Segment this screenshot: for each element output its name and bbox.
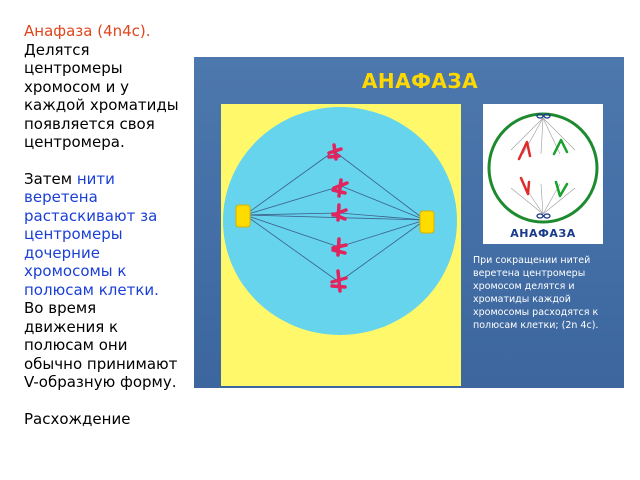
paragraph-2 (24, 170, 180, 392)
small-anaphase-figure (483, 104, 603, 244)
anaphase-heading: Анафаза (4n4c). (24, 22, 151, 40)
main-anaphase-figure (221, 104, 461, 386)
left-pole (236, 205, 250, 227)
small-figure-title: АНАФАЗА (510, 227, 576, 240)
paragraph-2-end: Во время движения к полюсам они обычно принимают V-образную форму. (24, 299, 178, 391)
slide-caption: При сокращении нитей веретена центромеры хромосом делятся и хроматиды каждой хромосомы расходятся к полюсам клетки; (2n 4c). (473, 255, 599, 331)
paragraph-2-highlight: нити веретена растаскивают за центромеры дочерние хромосомы к полюсам клетки. (24, 169, 159, 299)
slide-title: АНАФАЗА (361, 69, 479, 93)
paragraph-2-start: Затем (24, 169, 77, 188)
right-pole (420, 211, 434, 233)
small-cell-ring (489, 114, 597, 222)
paragraph-3-text: Расхождение (24, 409, 131, 428)
paragraph-1-text: Делятся центромеры хромосом и у каждой хроматиды появляется своя центромера. (24, 40, 179, 151)
paragraph-1 (24, 22, 180, 152)
left-text-column (24, 22, 180, 446)
paragraph-3 (24, 410, 180, 429)
